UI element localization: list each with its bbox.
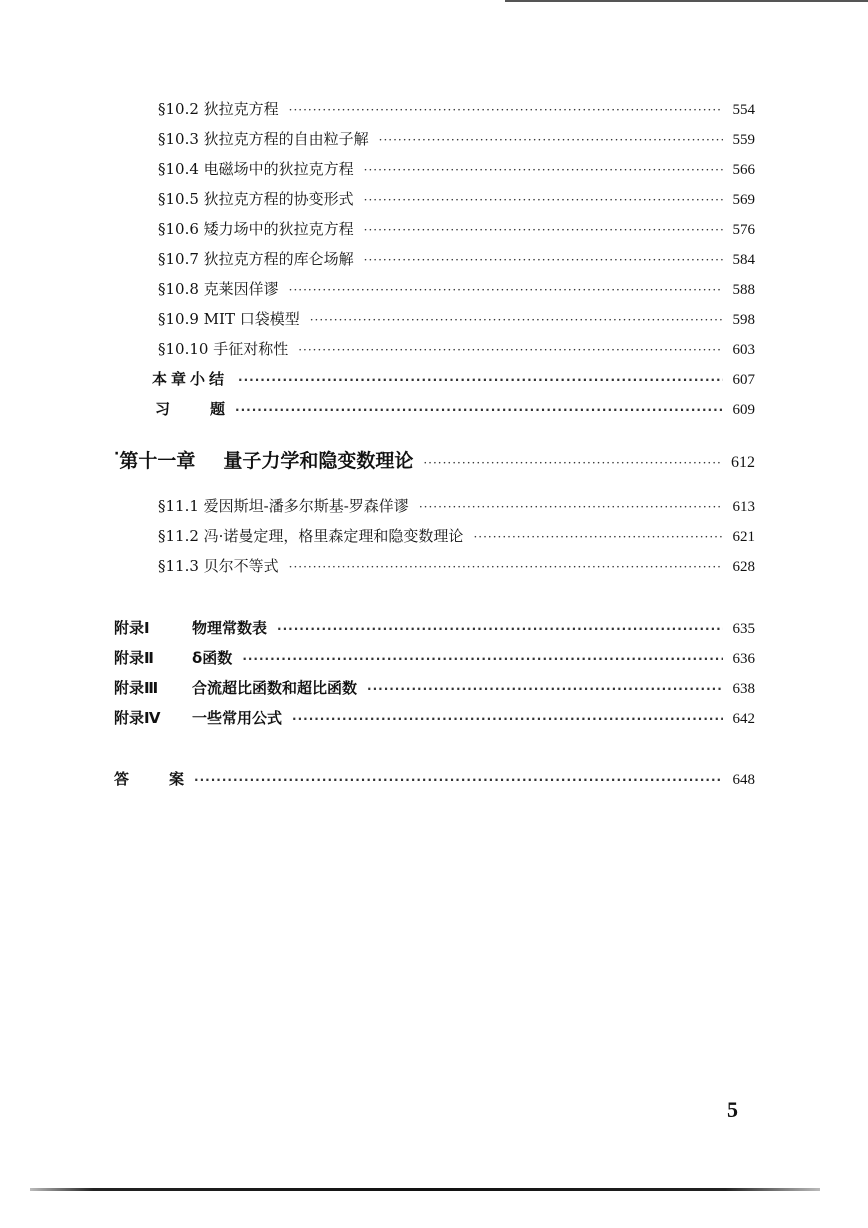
toc-chapter-11[interactable]	[114, 446, 755, 473]
leader-dots	[364, 253, 723, 267]
toc-entry[interactable]	[158, 188, 755, 209]
toc-answers[interactable]	[114, 768, 755, 789]
toc-entry-exercises[interactable]	[155, 398, 755, 419]
toc-entry-page: 576	[732, 222, 755, 238]
toc-entry-title: §11.1 爱因斯坦-潘多尔斯基-罗森佯谬	[158, 497, 409, 515]
bottom-rule	[30, 1188, 820, 1191]
toc-entry-title: 附录Ⅱ δ函数	[114, 649, 233, 667]
chapter-heading: ·第十一章 量子力学和隐变数理论	[114, 446, 414, 472]
toc-entry-page: 607	[732, 372, 755, 388]
toc-appendix[interactable]	[114, 617, 755, 638]
toc-entry-page: 642	[732, 711, 755, 727]
toc-entry-title: §10.10 手征对称性	[158, 340, 289, 358]
toc-entry-page: 588	[732, 282, 755, 298]
toc-entry-page: 613	[732, 499, 755, 515]
leader-dots	[379, 133, 723, 147]
toc-entry-page: 648	[732, 772, 755, 788]
leader-dots	[235, 403, 722, 417]
leader-dots	[367, 682, 722, 696]
toc-entry-page: 584	[732, 252, 755, 268]
toc-entry-title: §10.6 矮力场中的狄拉克方程	[158, 220, 354, 238]
toc-entry-page: 638	[732, 681, 755, 697]
toc-entry[interactable]	[158, 218, 755, 239]
toc-entry[interactable]	[158, 555, 755, 576]
toc-entry[interactable]	[158, 495, 755, 516]
toc-entry-page: 636	[732, 651, 755, 667]
toc-entry-page: 621	[732, 529, 755, 545]
toc-entry-title: §10.4 电磁场中的狄拉克方程	[158, 160, 354, 178]
leader-dots	[289, 103, 723, 117]
toc-entry-title: §10.3 狄拉克方程的自由粒子解	[158, 130, 369, 148]
toc-entry-title: §11.2 冯·诺曼定理，格里森定理和隐变数理论	[158, 527, 464, 545]
toc-entry-title: 附录Ⅲ 合流超比函数和超比函数	[114, 679, 358, 697]
leader-dots	[473, 530, 722, 544]
top-rule	[505, 0, 868, 2]
leader-dots	[242, 652, 722, 666]
toc-entry-title: §10.7 狄拉克方程的库仑场解	[158, 250, 354, 268]
toc-entry-page: 603	[732, 342, 755, 358]
toc-appendix[interactable]	[114, 647, 755, 668]
page-number: 5	[727, 1097, 738, 1122]
toc-entry[interactable]	[158, 248, 755, 269]
toc-appendix[interactable]	[114, 707, 755, 728]
toc-entry[interactable]	[158, 525, 755, 546]
toc-entry-page: 609	[732, 402, 755, 418]
toc-entry[interactable]	[158, 308, 755, 329]
leader-dots	[310, 313, 723, 327]
toc-entry[interactable]	[158, 98, 755, 119]
toc-entry-title: 习 题	[155, 400, 226, 418]
toc-entry-page: 598	[732, 312, 755, 328]
toc-entry-page: 635	[732, 621, 755, 637]
toc-entry-title: §10.9 MIT 口袋模型	[158, 310, 300, 328]
toc-appendix[interactable]	[114, 677, 755, 698]
leader-dots	[277, 622, 722, 636]
leader-dots	[238, 373, 722, 387]
toc-entry-page: 612	[731, 454, 755, 471]
leader-dots	[419, 500, 723, 514]
toc-entry-page: 628	[732, 559, 755, 575]
toc-entry-page: 559	[732, 132, 755, 148]
toc-entry-title: 本章小结	[152, 370, 229, 388]
toc-entry-title: §11.3 贝尔不等式	[158, 557, 279, 575]
leader-dots	[298, 343, 722, 357]
leader-dots	[194, 773, 722, 787]
leader-dots	[364, 163, 723, 177]
leader-dots	[289, 283, 723, 297]
toc-entry[interactable]	[158, 338, 755, 359]
leader-dots	[289, 560, 723, 574]
toc-entry-page: 566	[732, 162, 755, 178]
toc-entry-title: 附录Ⅳ 一些常用公式	[114, 709, 283, 727]
leader-dots	[292, 712, 722, 726]
toc-entry-title: 答 案	[114, 770, 185, 788]
toc-entry-title: §10.2 狄拉克方程	[158, 100, 279, 118]
leader-dots	[423, 456, 721, 470]
toc-entry-title: §10.5 狄拉克方程的协变形式	[158, 190, 354, 208]
leader-dots	[364, 223, 723, 237]
toc-entry[interactable]	[158, 128, 755, 149]
toc-entry-title: 附录Ⅰ 物理常数表	[114, 619, 268, 637]
toc-entry[interactable]	[158, 158, 755, 179]
toc-entry-page: 569	[732, 192, 755, 208]
leader-dots	[364, 193, 723, 207]
toc-entry[interactable]	[158, 278, 755, 299]
toc-entry-page: 554	[732, 102, 755, 118]
toc-entry-summary[interactable]	[152, 368, 755, 389]
toc-entry-title: §10.8 克莱因佯谬	[158, 280, 279, 298]
